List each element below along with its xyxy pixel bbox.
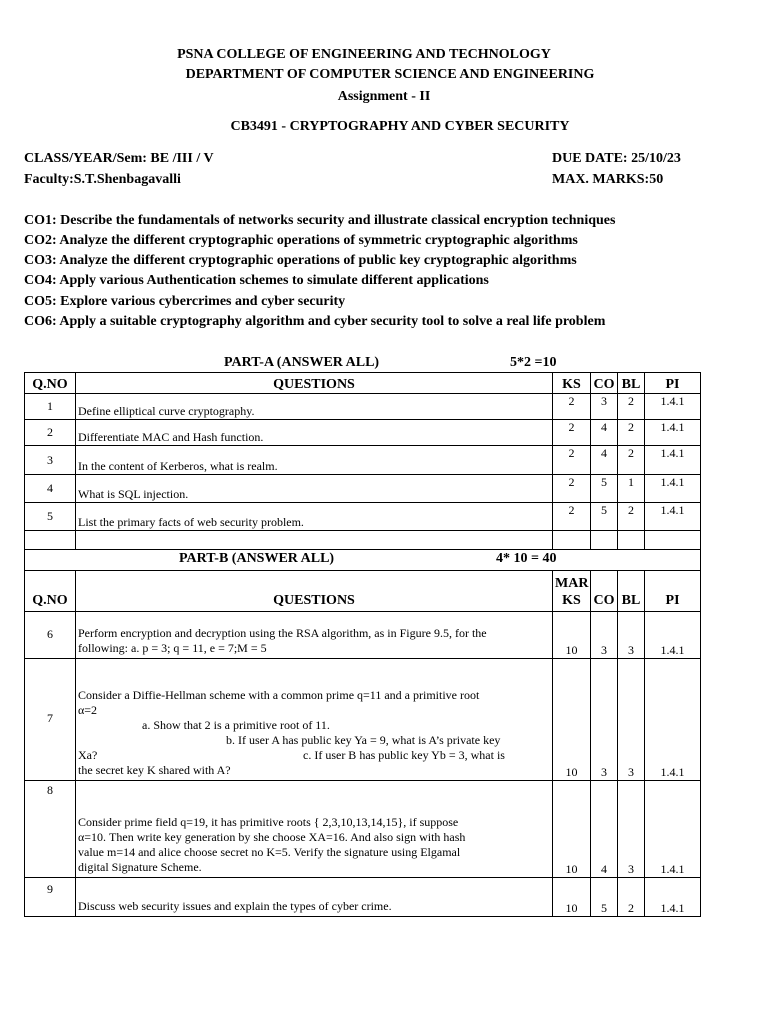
question-line: the secret key K shared with A? — [78, 762, 231, 777]
table-row — [25, 446, 701, 475]
class-year: CLASS/YEAR/Sem: BE /III / V — [24, 151, 214, 166]
co: 3 — [591, 658, 618, 780]
header-pi: PI — [645, 570, 701, 611]
part-b-marks: 4* 10 = 40 — [496, 551, 557, 566]
question-fragment: c. If user B has public key Yb = 3, what is — [303, 747, 505, 762]
part-b-title-cell — [25, 549, 701, 570]
marks: 10 — [553, 877, 591, 916]
question-text — [76, 780, 553, 877]
marks: 10 — [553, 611, 591, 658]
table-row — [25, 503, 701, 531]
ks: 2 — [553, 446, 591, 475]
faculty: Faculty:S.T.Shenbagavalli — [24, 172, 181, 187]
table-row — [25, 394, 701, 420]
question-line: a. Show that 2 is a primitive root of 11. — [142, 717, 330, 732]
question-text — [76, 658, 553, 780]
ks: 2 — [553, 503, 591, 531]
co: 4 — [591, 446, 618, 475]
table-row — [25, 658, 701, 780]
pi: 1.4.1 — [645, 503, 701, 531]
question-fragment: Xa? — [78, 747, 98, 762]
outcome-co1: CO1: Describe the fundamentals of networks security and illustrate classical encryption techniques — [24, 213, 616, 228]
qno: 7 — [25, 658, 76, 780]
qno: 3 — [25, 446, 76, 475]
pi: 1.4.1 — [645, 420, 701, 446]
empty-cell — [591, 531, 618, 550]
qno: 4 — [25, 475, 76, 503]
bl: 3 — [618, 658, 645, 780]
empty-cell — [618, 531, 645, 550]
qno: 5 — [25, 503, 76, 531]
question-line — [78, 748, 550, 763]
co: 5 — [591, 877, 618, 916]
bl: 2 — [618, 446, 645, 475]
question-text: List the primary facts of web security problem. — [76, 503, 553, 531]
qno: 9 — [25, 877, 76, 916]
header-pi: PI — [645, 373, 701, 394]
pi: 1.4.1 — [645, 658, 701, 780]
qno: 8 — [25, 780, 76, 877]
header-qno: Q.NO — [25, 570, 76, 611]
co: 4 — [591, 420, 618, 446]
bl: 3 — [618, 611, 645, 658]
outcome-co5: CO5: Explore various cybercrimes and cyber security — [24, 294, 346, 309]
ks: 2 — [553, 394, 591, 420]
max-marks: MAX. MARKS:50 — [552, 172, 664, 187]
outcome-co4: CO4: Apply various Authentication schemes to simulate different applications — [24, 273, 489, 288]
course-title: CB3491 - CRYPTOGRAPHY AND CYBER SECURITY — [230, 119, 570, 134]
pi: 1.4.1 — [645, 475, 701, 503]
marks: 10 — [553, 780, 591, 877]
part-a-table — [24, 372, 701, 550]
part-a-title: PART-A (ANSWER ALL) — [224, 355, 380, 370]
co: 5 — [591, 475, 618, 503]
question-text — [76, 611, 553, 658]
marks: 10 — [553, 658, 591, 780]
part-a-marks: 5*2 =10 — [510, 355, 557, 370]
bl: 2 — [618, 503, 645, 531]
co: 4 — [591, 780, 618, 877]
part-b-header-row — [25, 570, 701, 611]
pi: 1.4.1 — [645, 877, 701, 916]
table-row — [25, 780, 701, 877]
part-b-title-row — [25, 549, 701, 570]
ks: 2 — [553, 475, 591, 503]
question-text: Define elliptical curve cryptography. — [76, 394, 553, 420]
department-name: DEPARTMENT OF COMPUTER SCIENCE AND ENGINEERING — [185, 67, 595, 82]
empty-cell — [553, 531, 591, 550]
part-b-table — [24, 549, 701, 917]
bl: 3 — [618, 780, 645, 877]
bl: 2 — [618, 394, 645, 420]
table-row — [25, 877, 701, 916]
question-text: In the content of Kerberos, what is realm. — [76, 446, 553, 475]
question-line: digital Signature Scheme. — [78, 859, 202, 874]
table-row — [25, 475, 701, 503]
question-line: α=10. Then write key generation by she choose XA=16. And also sign with hash — [78, 829, 466, 844]
header-co: CO — [591, 570, 618, 611]
outcome-co6: CO6: Apply a suitable cryptography algorithm and cyber security tool to solve a real life problem — [24, 314, 606, 329]
header-bl: BL — [618, 570, 645, 611]
question-line: α=2 — [78, 702, 98, 717]
assignment-title: Assignment - II — [337, 89, 431, 104]
question-text: Discuss web security issues and explain the types of cyber crime. — [76, 877, 553, 916]
question-text: What is SQL injection. — [76, 475, 553, 503]
header-questions: QUESTIONS — [76, 570, 553, 611]
pi: 1.4.1 — [645, 611, 701, 658]
header-marks — [553, 570, 591, 611]
outcome-co2: CO2: Analyze the different cryptographic operations of symmetric cryptographic algorithms — [24, 233, 578, 248]
question-line: value m=14 and alice choose secret no K=5. Verify the signature using Elgamal — [78, 844, 461, 859]
header-ks: KS — [553, 373, 591, 394]
empty-row — [25, 531, 701, 550]
table-row — [25, 611, 701, 658]
co: 3 — [591, 394, 618, 420]
table-row — [25, 420, 701, 446]
header-questions: QUESTIONS — [76, 373, 553, 394]
question-line: Perform encryption and decryption using the RSA algorithm, as in Figure 9.5, for the — [78, 625, 487, 640]
pi: 1.4.1 — [645, 394, 701, 420]
pi: 1.4.1 — [645, 780, 701, 877]
bl: 1 — [618, 475, 645, 503]
pi: 1.4.1 — [645, 446, 701, 475]
question-line: Consider a Diffie-Hellman scheme with a common prime q=11 and a primitive root — [78, 687, 480, 702]
question-text: Differentiate MAC and Hash function. — [76, 420, 553, 446]
header-co: CO — [591, 373, 618, 394]
co: 5 — [591, 503, 618, 531]
ks: 2 — [553, 420, 591, 446]
question-line: b. If user A has public key Ya = 9, what is A’s private key — [226, 732, 501, 747]
empty-cell — [25, 531, 76, 550]
question-line: following: a. p = 3; q = 11, e = 7;M = 5 — [78, 640, 267, 655]
empty-cell — [645, 531, 701, 550]
qno: 2 — [25, 420, 76, 446]
qno: 1 — [25, 394, 76, 420]
header-qno: Q.NO — [25, 373, 76, 394]
part-b-title: PART-B (ANSWER ALL) — [179, 551, 335, 566]
bl: 2 — [618, 877, 645, 916]
co: 3 — [591, 611, 618, 658]
qno: 6 — [25, 611, 76, 658]
header-bl: BL — [618, 373, 645, 394]
due-date: DUE DATE: 25/10/23 — [552, 151, 681, 166]
bl: 2 — [618, 420, 645, 446]
empty-cell — [76, 531, 553, 550]
header-marks-line1: MAR — [555, 575, 589, 591]
college-name: PSNA COLLEGE OF ENGINEERING AND TECHNOLOGY — [177, 47, 551, 62]
question-line: Consider prime field q=19, it has primitive roots { 2,3,10,13,14,15}, if suppose — [78, 814, 459, 829]
outcome-co3: CO3: Analyze the different cryptographic operations of public key cryptographic algorithms — [24, 253, 577, 268]
header-marks-line2: KS — [562, 592, 581, 608]
part-a-header-row — [25, 373, 701, 394]
